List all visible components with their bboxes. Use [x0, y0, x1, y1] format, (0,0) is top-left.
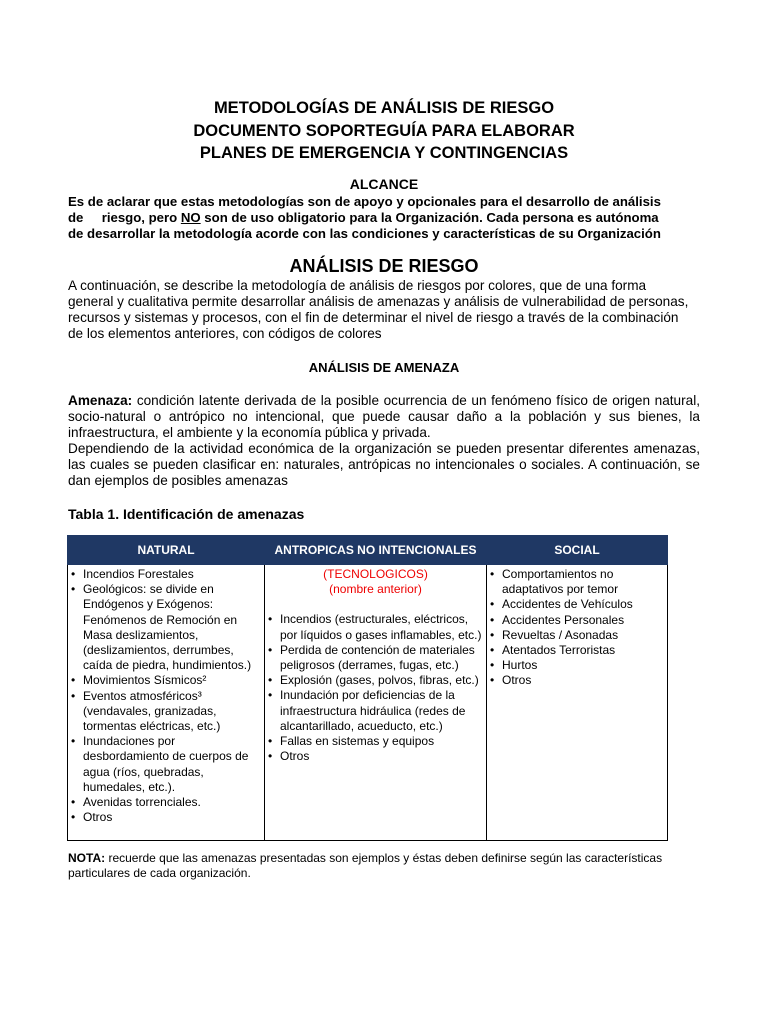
table-row [68, 565, 668, 841]
list-item: • Inundaciones por desbordamiento de cuerpos de agua (ríos, quebradas, humedales, etc.). [71, 734, 261, 795]
list-item: • Comportamientos no adaptativos por temor [490, 567, 664, 597]
antropicas-cell [265, 565, 487, 841]
col-header-antropicas: ANTROPICAS NO INTENCIONALES [265, 536, 487, 565]
list-item: • Perdida de contención de materiales peligrosos (derrames, fugas, etc.) [268, 643, 483, 673]
analisis-riesgo-heading: ANÁLISIS DE RIESGO [289, 256, 479, 276]
list-item: • Explosión (gases, polvos, fibras, etc.) [268, 673, 483, 688]
list-item: • Revueltas / Asonadas [490, 628, 664, 643]
list-item: • Accidentes de Vehículos [490, 597, 664, 612]
amenaza-line-2: socio-natural o antrópico no intencional, que puede causar daño a la población y sus bienes, la [68, 409, 700, 424]
col-header-natural: NATURAL [68, 536, 265, 565]
list-item: • Otros [268, 749, 483, 764]
list-item: • Geológicos: se divide en Endógenos y Exógenos: Fenómenos de Remoción en Masa deslizamientos, (deslizamientos, derrumbes, caída de piedra, hundimientos.) [71, 582, 261, 673]
list-item: • Atentados Terroristas [490, 643, 664, 658]
list-item: • Otros [490, 673, 664, 688]
nota-paragraph [68, 851, 688, 881]
list-item: • Inundación por deficiencias de la infraestructura hidráulica (redes de alcantarillado, acueducto, etc.) [268, 688, 483, 734]
amenaza-line-3: infraestructura, el ambiente y la economía pública y privada. [68, 425, 431, 440]
list-item: • Hurtos [490, 658, 664, 673]
table-header-row [68, 536, 668, 565]
alcance-line-2-end: son de uso obligatorio para la Organización. Cada persona es autónoma [200, 210, 659, 225]
alcance-no-emphasis: NO [180, 210, 201, 225]
alcance-line-2 [68, 210, 708, 226]
alcance-line-3: de desarrollar la metodología acorde con las condiciones y características de su Organización [68, 226, 661, 241]
amenaza-line-1-text: condición latente derivada de la posible ocurrencia de un fenómeno físico de origen natural, [132, 393, 700, 408]
nota-label: NOTA: [68, 851, 106, 865]
document-title-line-1: METODOLOGÍAS DE ANÁLISIS DE RIESGO [213, 99, 555, 117]
list-item: • Incendios Forestales [71, 567, 261, 582]
analisis-riesgo-line: recursos y sistemas y procesos, con el fin de determinar el nivel de riesgo a través de la combinación [68, 310, 679, 325]
list-item: • Fallas en sistemas y equipos [268, 734, 483, 749]
tecnologicos-note: (TECNOLOGICOS) [323, 567, 428, 581]
amenazas-table [67, 535, 668, 841]
alcance-line-2-start: de riesgo, pero [68, 210, 181, 225]
list-item: • Incendios (estructurales, eléctricos, por líquidos o gases inflamables, etc.) [268, 612, 483, 642]
amenaza-line-5: las cuales se pueden clasificar en: naturales, antrópicas no intencionales o sociales. A continuación, se [68, 457, 700, 472]
list-item: • Eventos atmosféricos³ (vendavales, granizadas, tormentas eléctricas, etc.) [71, 689, 261, 735]
list-item: • Otros [71, 810, 261, 825]
amenaza-term: Amenaza: [68, 393, 133, 408]
nota-text: recuerde que las amenazas presentadas son ejemplos y éstas deben definirse según las características particulares de cada organización. [68, 851, 663, 880]
list-item: • Accidentes Personales [490, 613, 664, 628]
list-item: • Movimientos Sísmicos² [71, 673, 261, 688]
amenaza-line-1 [68, 393, 700, 409]
col-header-social: SOCIAL [487, 536, 668, 565]
analisis-riesgo-line: A continuación, se describe la metodología de análisis de riesgos por colores, que de una forma [68, 278, 647, 293]
document-title-line-3: PLANES DE EMERGENCIA Y CONTINGENCIAS [199, 144, 569, 162]
amenaza-line-4: Dependiendo de la actividad económica de la organización se pueden presentar diferentes amenazas, [68, 441, 700, 456]
table-caption: Tabla 1. Identificación de amenazas [68, 506, 305, 522]
social-cell [487, 565, 668, 841]
alcance-heading: ALCANCE [349, 176, 419, 192]
document-title-line-2: DOCUMENTO SOPORTEGUÍA PARA ELABORAR [193, 122, 575, 140]
analisis-amenaza-heading: ANÁLISIS DE AMENAZA [308, 360, 460, 375]
alcance-line-1: Es de aclarar que estas metodologías son de apoyo y opcionales para el desarrollo de análisis [68, 194, 661, 209]
nombre-anterior-note: (nombre anterior) [329, 582, 422, 597]
amenaza-line-6: dan ejemplos de posibles amenazas [68, 473, 288, 488]
list-item: • Avenidas torrenciales. [71, 795, 261, 810]
analisis-riesgo-line: de los elementos anteriores, con códigos de colores [68, 326, 382, 341]
analisis-riesgo-line: general y cualitativa permite desarrollar análisis de amenazas y análisis de vulnerabilidad de personas, [68, 294, 689, 309]
natural-cell [68, 565, 265, 841]
